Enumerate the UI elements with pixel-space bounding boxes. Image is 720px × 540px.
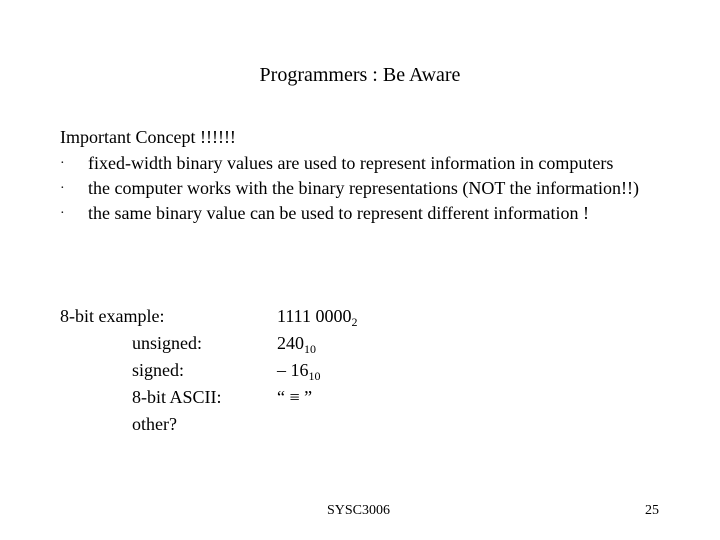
slide-title: Programmers : Be Aware <box>259 64 461 86</box>
bullet-dot-icon: · <box>60 206 65 221</box>
example-value: $240_{10}$ <box>277 333 316 356</box>
example-value: 1111 $0000_2$ <box>277 306 358 329</box>
bullet-item <box>60 152 680 175</box>
example-value: – $16_{10}$ <box>277 360 321 383</box>
concept-heading: Important Concept !!!!!! <box>60 127 236 147</box>
bullet-text: the same binary value can be used to represent different information ! <box>88 203 589 223</box>
bullet-text: fixed-width binary values are used to represent information in computers <box>88 153 614 173</box>
example-value: “ ≡ ” <box>277 387 313 407</box>
footer-course: SYSC3006 <box>327 503 391 518</box>
example-values <box>277 303 358 411</box>
bullet-item <box>60 202 680 225</box>
bullet-list <box>60 152 680 227</box>
bullet-text: the computer works with the binary representations (NOT the information!!) <box>88 178 640 198</box>
example-label: unsigned: <box>132 333 202 353</box>
example-label: 8-bit ASCII: <box>132 387 222 407</box>
bullet-dot-icon: · <box>60 181 65 196</box>
example-label: 8-bit example: <box>60 306 165 326</box>
bullet-item <box>60 177 680 200</box>
example-label: other? <box>132 414 177 434</box>
bullet-dot-icon: · <box>60 156 65 171</box>
example-label: signed: <box>132 360 184 380</box>
example-labels <box>60 303 222 438</box>
footer-page-number: 25 <box>645 503 659 518</box>
